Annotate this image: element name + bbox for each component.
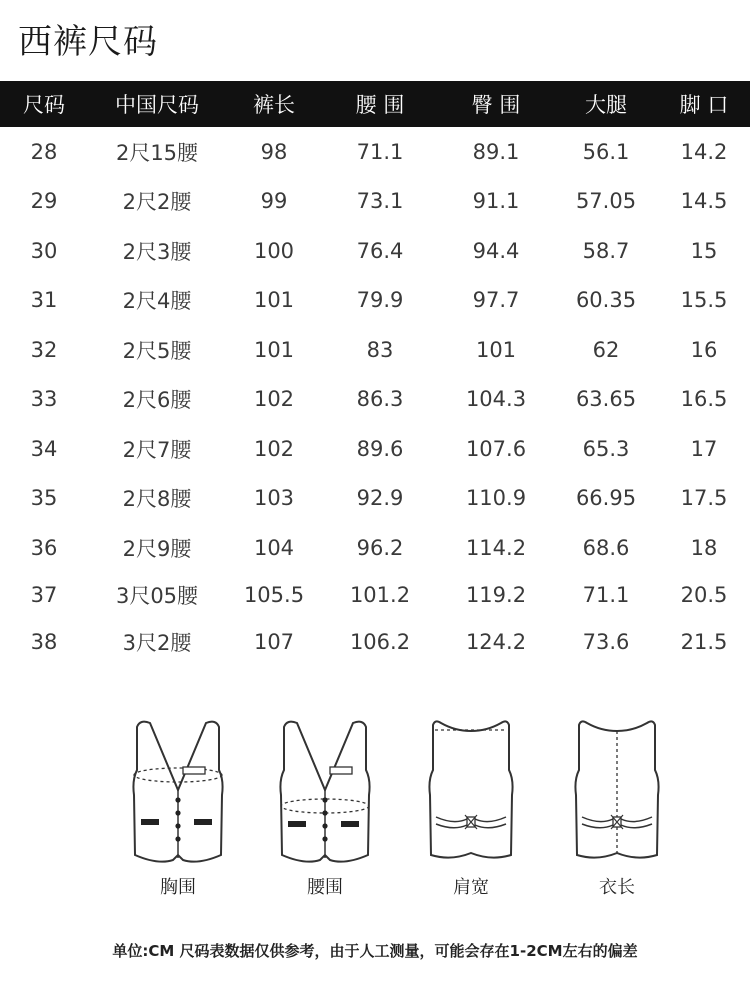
cell-size: 33 xyxy=(30,387,58,412)
cell-waist: 86.3 xyxy=(356,387,404,412)
cell-hip: 91.1 xyxy=(472,189,520,214)
cell-waist: 92.9 xyxy=(356,486,404,511)
cell-hem: 17 xyxy=(690,436,718,461)
cell-size: 31 xyxy=(30,288,58,313)
cell-hem: 16 xyxy=(690,337,718,362)
cell-length: 102 xyxy=(253,436,295,461)
cell-length: 101 xyxy=(253,337,295,362)
table-row xyxy=(0,618,750,668)
cell-waist: 89.6 xyxy=(356,436,404,461)
figure-label-chest: 胸围 xyxy=(160,877,196,898)
cell-hem: 15 xyxy=(690,238,718,263)
cell-hem: 18 xyxy=(690,535,718,560)
header-thigh: 大腿 xyxy=(585,93,627,117)
figure-waist xyxy=(275,715,375,899)
cell-waist: 101.2 xyxy=(349,583,411,607)
cell-hem: 16.5 xyxy=(680,387,728,412)
cell-china-size: 2尺2腰 xyxy=(122,190,192,215)
table-row xyxy=(0,127,750,177)
cell-hip: 97.7 xyxy=(472,288,520,313)
header-length: 裤长 xyxy=(253,93,295,117)
cell-waist: 96.2 xyxy=(356,535,404,560)
header-size: 尺码 xyxy=(23,93,65,117)
cell-size: 37 xyxy=(30,583,58,607)
cell-china-size: 2尺3腰 xyxy=(122,239,192,264)
vest-front-chest-icon xyxy=(128,715,228,865)
cell-size: 34 xyxy=(30,436,58,461)
cell-length: 98 xyxy=(260,139,288,164)
cell-thigh: 57.05 xyxy=(575,189,637,214)
cell-china-size: 2尺9腰 xyxy=(122,536,192,561)
table-row xyxy=(0,276,750,326)
table-row xyxy=(0,424,750,474)
figure-label-shoulder: 肩宽 xyxy=(453,877,489,898)
cell-hem: 14.5 xyxy=(680,189,728,214)
cell-thigh: 71.1 xyxy=(582,583,630,607)
cell-china-size: 2尺15腰 xyxy=(115,140,199,165)
cell-size: 29 xyxy=(30,189,58,214)
cell-thigh: 56.1 xyxy=(582,139,630,164)
header-hip: 臀 围 xyxy=(471,93,521,117)
page-title: 西裤尺码 xyxy=(18,22,158,62)
cell-hem: 20.5 xyxy=(680,583,728,607)
figure-chest xyxy=(128,715,228,899)
cell-thigh: 65.3 xyxy=(582,436,630,461)
cell-thigh: 60.35 xyxy=(575,288,637,313)
figure-shoulder xyxy=(421,715,521,899)
cell-hem: 21.5 xyxy=(680,630,728,655)
cell-waist: 79.9 xyxy=(356,288,404,313)
cell-china-size: 3尺05腰 xyxy=(115,584,199,608)
cell-length: 100 xyxy=(253,238,295,263)
cell-length: 104 xyxy=(253,535,295,560)
footnote: 单位:CM 尺码表数据仅供参考，由于人工测量，可能会存在1-2CM左右的偏差 xyxy=(112,942,638,960)
cell-length: 105.5 xyxy=(243,583,305,607)
figure-label-length: 衣长 xyxy=(599,877,635,898)
measurement-figures xyxy=(0,715,750,915)
cell-length: 99 xyxy=(260,189,288,214)
cell-size: 36 xyxy=(30,535,58,560)
cell-thigh: 58.7 xyxy=(582,238,630,263)
cell-waist: 106.2 xyxy=(349,630,411,655)
cell-china-size: 2尺4腰 xyxy=(122,289,192,314)
table-row xyxy=(0,375,750,425)
cell-hip: 114.2 xyxy=(465,535,527,560)
cell-hip: 124.2 xyxy=(465,630,527,655)
size-table-container xyxy=(0,81,750,667)
cell-thigh: 63.65 xyxy=(575,387,637,412)
cell-size: 35 xyxy=(30,486,58,511)
cell-size: 38 xyxy=(30,630,58,655)
header-china-size: 中国尺码 xyxy=(115,93,199,117)
cell-hem: 15.5 xyxy=(680,288,728,313)
cell-hip: 110.9 xyxy=(465,486,527,511)
cell-china-size: 2尺5腰 xyxy=(122,338,192,363)
size-table xyxy=(0,81,750,667)
cell-china-size: 3尺2腰 xyxy=(122,631,192,656)
cell-length: 107 xyxy=(253,630,295,655)
table-row xyxy=(0,523,750,573)
vest-back-shoulder-icon xyxy=(421,715,521,865)
cell-hip: 119.2 xyxy=(465,583,527,607)
cell-hip: 89.1 xyxy=(472,139,520,164)
cell-thigh: 73.6 xyxy=(582,630,630,655)
header-waist: 腰 围 xyxy=(355,93,405,117)
vest-front-waist-icon xyxy=(275,715,375,865)
cell-thigh: 66.95 xyxy=(575,486,637,511)
table-row xyxy=(0,573,750,618)
cell-thigh: 62 xyxy=(592,337,620,362)
cell-china-size: 2尺7腰 xyxy=(122,437,192,462)
cell-length: 103 xyxy=(253,486,295,511)
cell-size: 30 xyxy=(30,238,58,263)
cell-waist: 71.1 xyxy=(356,139,404,164)
table-row xyxy=(0,474,750,524)
table-row xyxy=(0,325,750,375)
table-row xyxy=(0,177,750,227)
cell-waist: 76.4 xyxy=(356,238,404,263)
cell-china-size: 2尺8腰 xyxy=(122,487,192,512)
cell-length: 102 xyxy=(253,387,295,412)
cell-hip: 107.6 xyxy=(465,436,527,461)
cell-china-size: 2尺6腰 xyxy=(122,388,192,413)
cell-hip: 104.3 xyxy=(465,387,527,412)
vest-back-length-icon xyxy=(567,715,667,865)
cell-hip: 101 xyxy=(475,337,517,362)
figure-length xyxy=(567,715,667,899)
cell-waist: 83 xyxy=(366,337,394,362)
table-header-row xyxy=(0,81,750,127)
cell-length: 101 xyxy=(253,288,295,313)
cell-hem: 17.5 xyxy=(680,486,728,511)
header-hem: 脚 口 xyxy=(679,93,729,117)
cell-size: 32 xyxy=(30,337,58,362)
cell-waist: 73.1 xyxy=(356,189,404,214)
cell-hip: 94.4 xyxy=(472,238,520,263)
cell-thigh: 68.6 xyxy=(582,535,630,560)
cell-size: 28 xyxy=(30,139,58,164)
cell-hem: 14.2 xyxy=(680,139,728,164)
figure-label-waist: 腰围 xyxy=(307,877,343,898)
table-row xyxy=(0,226,750,276)
